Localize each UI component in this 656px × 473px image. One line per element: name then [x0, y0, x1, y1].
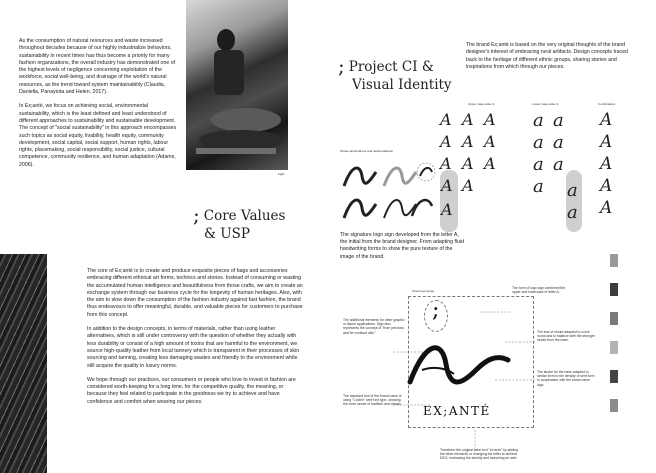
glyph-upper-6: A — [484, 132, 496, 151]
stroke-sample-1 — [344, 168, 376, 186]
glyph-upper-4: A — [440, 132, 452, 151]
glyph-upper-7: A — [440, 154, 452, 173]
texture-photo — [0, 254, 47, 473]
stroke-samples — [338, 158, 438, 228]
glyph-lower-1: a — [533, 110, 544, 131]
usp-title: & USP — [204, 226, 251, 242]
core-values-title: Core Values — [203, 208, 286, 224]
glyph-combo-3: A — [600, 154, 613, 174]
usp-paragraph-2: In addition to the design concepts, in terms of materials, rather than using leather alternatives, which is still under controversy with the question of whether they actually with less durability or consist of a high amount of toxins that are harmful to the environment, we source high-quality leather from local tannery which is transparent in their processes of skin sourcing and tanning, creating less damaging wastes and friendly to the environment while still acquire the quality in luxury norms. — [87, 326, 300, 369]
final-logo-label: Final logo range — [412, 289, 435, 293]
column-label-lower: Lower case letter A — [532, 102, 559, 106]
glyph-lower-4: a — [553, 132, 564, 153]
annotation-additional-elements: The additional elements for other graphic or layout applications. Sign also represents the concept of "from previous and be continue with." — [343, 318, 405, 335]
brand-intro-text: The brand Ex;anté is based on the very original thoughts of the brand designer's interest of embracing rural artifacts. Design concepts traced back to the heritage of different ethnic groups, sharing stories and inspirations from which through our pieces. — [466, 42, 628, 70]
glyph-upper-9: A — [484, 154, 496, 173]
artisan-photo-art — [186, 0, 288, 170]
strokes-caption: Stroke applications and detail adaption — [340, 149, 394, 153]
annotation-transform: Transform the original letter text "ex ante" by adding the other elements or changing the letter to achieve DEO, embracing the identity and launching on web. — [440, 448, 518, 461]
project-ci-title: Project CI & — [348, 59, 434, 75]
glyph-upper-1: A — [440, 110, 452, 129]
glyph-combo-5: A — [600, 198, 613, 218]
stroke-sample-6 — [412, 200, 432, 216]
glyph-lower-5: a — [533, 154, 544, 175]
glyph-lower-7: a — [533, 176, 544, 197]
artisan-photo — [186, 0, 288, 170]
stroke-detail-circle — [417, 163, 435, 181]
project-ci-heading — [338, 54, 452, 94]
swatch-5 — [610, 370, 618, 383]
semicolon-frame — [424, 300, 448, 332]
glyph-upper-3: A — [484, 110, 496, 129]
glyph-upper-5: A — [462, 132, 474, 151]
glyph-lower-9: a — [567, 202, 578, 223]
visual-identity-title: Visual Identity — [352, 77, 452, 93]
semicolon-element: ; — [432, 298, 440, 323]
core-values-heading — [193, 203, 286, 243]
annotation-base-stroke: The stroke for the base adapted to similar form to the density of serif form in cooperation with the brand name logo. — [537, 370, 595, 387]
usp-paragraph-3: We hope through our practices, our consumers or people who love to invest in fashion are considered worth-keeping for a long time, for the competitive quality, the meaning, or because they feel related to participate in the goodness we try to achieve and have confidence and comfort when wearing our pieces. — [87, 376, 296, 405]
swatch-4 — [610, 341, 618, 354]
glyph-upper-2: A — [462, 110, 474, 129]
stroke-sample-3 — [420, 168, 432, 176]
column-label-combination: Combination — [598, 102, 616, 106]
figure-caption: Fig5. — [278, 172, 285, 176]
swatch-3 — [610, 312, 618, 325]
logo-guides — [330, 290, 570, 470]
glyph-upper-10: A — [441, 176, 453, 195]
swatch-2 — [610, 283, 618, 296]
glyph-combo-2: A — [600, 132, 613, 152]
swatch-6 — [610, 399, 618, 412]
usp-paragraph-1: The core of Ex;anté is to create and produce exquisite pieces of bags and accessories embracing different ethnical art forms, technics and stories. Instead of consuming or wasting the accumulated human intelligence and beautifulness from those crafts, we aim to create an exchange system through our business cycle for the longevity of human heritages. Also, with the aim to slow down the consumption of the fashion industry against fast fashion, the brand thus endeavours to offer meaningful, durable, and valuable pieces for customers to purchase from this concept. — [87, 268, 303, 318]
logo-wordmark: EX;ANTÉ — [423, 404, 491, 418]
swatch-1 — [610, 254, 618, 267]
annotation-standard-font: The standard font of the brand name is using "Cochin" serif font type, showing the more sense of tradition and classic. — [343, 394, 402, 407]
glyph-lower-2: a — [553, 110, 564, 131]
column-label-upper: Upper case letter A — [468, 102, 495, 106]
glyph-combo-1: A — [600, 110, 613, 130]
glyph-lower-6: a — [553, 154, 564, 175]
annotation-end-of-stroke: The end of stroke adapted to curve round and to balance with the stronger stroke from the base. — [537, 330, 595, 343]
heading-semicolon: ; — [193, 203, 200, 227]
intro-text — [19, 38, 179, 176]
intro-paragraph-1: As the consumption of natural resources and waste increased throughout decades because of our highly industrialize behaviors, sustainability in recent times has thus become a priority for many fashion organizations, the overall industry has demonstrated one of the highest levels of negligence concerning exploitation of the workforce, social well-being, and drainage of the world's natural resources, as the trend toward system maintainability (Claudia, Daniella, Panayiota and Helen, 2017). — [19, 38, 176, 96]
intro-paragraph-2: In Ex;anté, we focus on achieving social, environmental sustainability, which is the least defined and least understood of different approaches to sustainability and sustainable development. The concept of "social sustainability" in this approach encompasses such topics as social equity, livability, health equity, community development, social capital, social support, human rights, labour rights, placemaking, social responsibility, social justice, cultural competence, community resilience, and human adaptation (Adams, 2006). — [19, 103, 177, 168]
stroke-sample-2 — [384, 168, 416, 186]
glyph-lower-3: a — [533, 132, 544, 153]
glyph-lower-8: a — [567, 180, 578, 201]
heading-semicolon: ; — [338, 54, 345, 78]
usp-text — [87, 268, 304, 413]
signature-text: The signature logo sign developed from the letter A, the initial from the brand designer. From adapting fluid handwriting forms to show the pure texture of the image of the brand. — [340, 232, 464, 260]
glyph-combo-4: A — [600, 176, 613, 196]
annotation-logo-form: The form of logo sign combined the upper and lowercase of letter A. — [512, 286, 566, 295]
stroke-sample-4 — [344, 200, 376, 218]
glyph-upper-12: A — [441, 200, 453, 219]
glyph-upper-11: A — [462, 176, 474, 195]
glyph-upper-8: A — [462, 154, 474, 173]
